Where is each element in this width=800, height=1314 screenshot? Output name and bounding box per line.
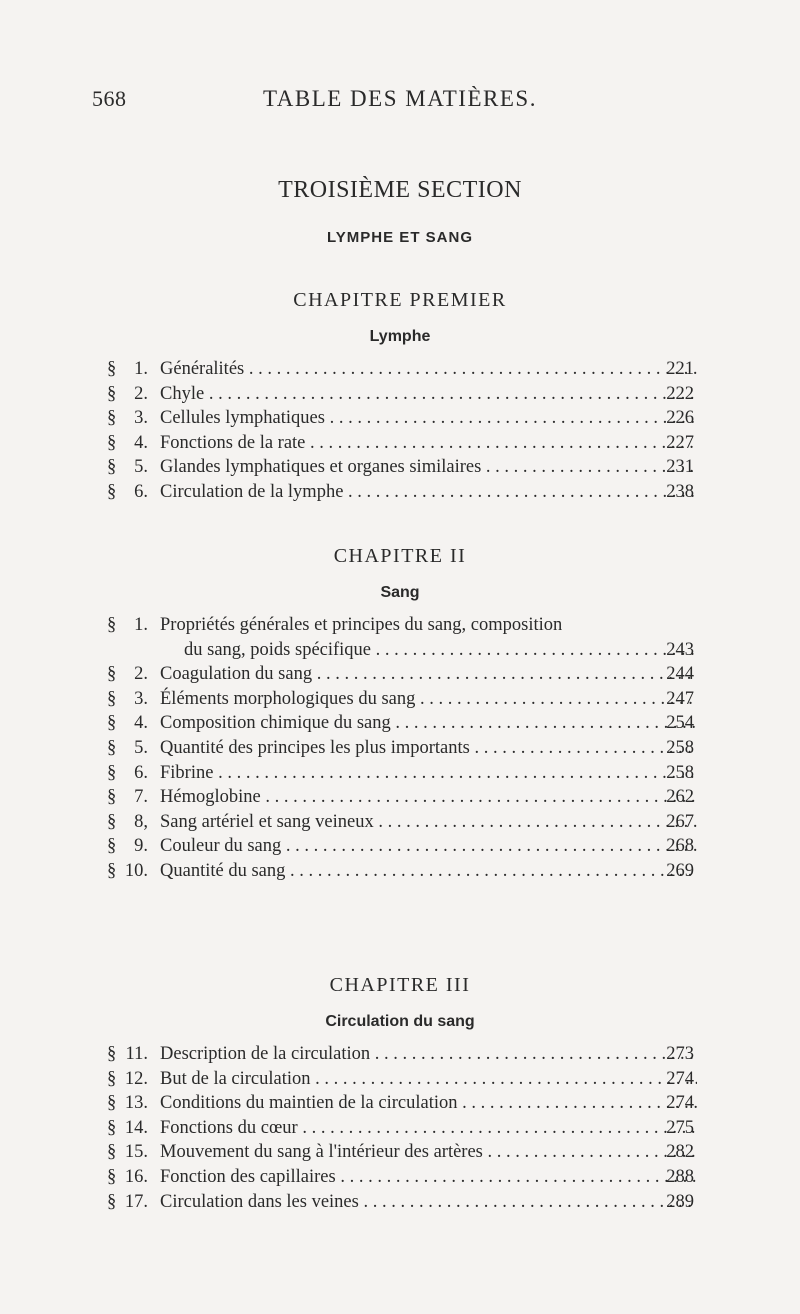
toc-entry-number: 13. bbox=[124, 1093, 148, 1114]
page-header bbox=[0, 86, 800, 116]
toc-entry-text: Circulation dans les veines bbox=[160, 1191, 359, 1212]
toc-entry-text: Coagulation du sang bbox=[160, 664, 313, 685]
section-symbol: § bbox=[107, 1166, 117, 1187]
toc-entry-title bbox=[160, 455, 697, 480]
section-symbol: § bbox=[107, 1044, 117, 1064]
toc-entry-title bbox=[160, 736, 697, 761]
toc-entry bbox=[0, 662, 800, 687]
toc-entry-text: Quantité du sang bbox=[160, 860, 286, 881]
toc-entry-text: Fonctions du cœur bbox=[160, 1117, 298, 1138]
toc-entry-page: 273 bbox=[666, 1044, 694, 1064]
section-title: TROISIÈME SECTION bbox=[278, 177, 522, 203]
toc-entry-number: 17. bbox=[124, 1191, 148, 1212]
toc-entry-title bbox=[160, 480, 697, 505]
toc-entry-title bbox=[160, 1067, 697, 1092]
toc-entries bbox=[0, 613, 800, 884]
toc-entry-page: 274 bbox=[666, 1068, 694, 1089]
toc-entry-page: 289 bbox=[666, 1191, 694, 1212]
section-symbol: § bbox=[107, 383, 117, 404]
toc-entry-title bbox=[184, 638, 697, 663]
toc-entry-page: 262 bbox=[666, 787, 694, 808]
toc-entry-number: 7. bbox=[134, 787, 148, 808]
toc-entry-page: 267 bbox=[666, 811, 694, 832]
toc-entry-title bbox=[160, 687, 697, 712]
toc-entry-number: 14. bbox=[124, 1117, 148, 1138]
toc-entry-page: 275 bbox=[666, 1117, 694, 1138]
toc-entry-page: 221 bbox=[666, 359, 694, 379]
toc-entry-page: 231 bbox=[666, 457, 694, 478]
toc-entry bbox=[0, 711, 800, 736]
toc-entry-page: 282 bbox=[666, 1142, 694, 1163]
toc-entry-number: 10. bbox=[124, 860, 148, 881]
section-symbol: § bbox=[107, 860, 117, 881]
toc-entry-page: 247 bbox=[666, 688, 694, 709]
toc-entry bbox=[0, 1165, 800, 1190]
toc-entry-text: Circulation de la lymphe bbox=[160, 481, 344, 502]
running-title: TABLE DES MATIÈRES. bbox=[263, 86, 537, 111]
section-symbol: § bbox=[107, 481, 117, 502]
toc-entry bbox=[0, 455, 800, 480]
toc-entry-number: 11. bbox=[125, 1044, 148, 1064]
section-symbol: § bbox=[107, 688, 117, 709]
toc-entry-text: Éléments morphologiques du sang bbox=[160, 688, 416, 709]
toc-entry-text: But de la circulation bbox=[160, 1068, 311, 1089]
toc-entry-number: 12. bbox=[124, 1068, 148, 1089]
toc-entry bbox=[0, 810, 800, 835]
chapter-subtitle: Circulation du sang bbox=[325, 1013, 475, 1030]
toc-entry-title bbox=[160, 406, 697, 431]
section-symbol: § bbox=[107, 1142, 117, 1163]
toc-entry-title bbox=[160, 1190, 697, 1215]
section-symbol: § bbox=[107, 787, 117, 808]
toc-entry-title bbox=[160, 662, 697, 687]
toc-entry bbox=[0, 1091, 800, 1116]
toc-entry-title bbox=[160, 810, 697, 835]
toc-entry-page: 226 bbox=[666, 408, 694, 429]
toc-entry-title bbox=[160, 1042, 697, 1067]
chapter-1 bbox=[0, 283, 800, 505]
toc-entry-text: Couleur du sang bbox=[160, 836, 282, 857]
toc-entry-page: 268 bbox=[666, 836, 694, 857]
chapter-2 bbox=[0, 539, 800, 884]
toc-entry-number: 1. bbox=[134, 615, 148, 635]
toc-entry-text: Conditions du maintien de la circulation bbox=[160, 1093, 458, 1114]
toc-entry bbox=[0, 638, 800, 663]
toc-entry-text: Propriétés générales et principes du sang, composition bbox=[160, 615, 563, 635]
toc-entry-text: Sang artériel et sang veineux bbox=[160, 811, 374, 832]
section-symbol: § bbox=[107, 457, 117, 478]
page-number: 568 bbox=[92, 86, 127, 111]
toc-entry-text: Fonctions de la rate bbox=[160, 432, 306, 453]
toc-entry-number: 15. bbox=[124, 1142, 148, 1163]
section-symbol: § bbox=[107, 664, 117, 685]
toc-entry-text: Mouvement du sang à l'intérieur des artères bbox=[160, 1142, 483, 1163]
toc-entry bbox=[0, 1116, 800, 1141]
toc-entry bbox=[0, 480, 800, 505]
toc-entry-page: 244 bbox=[666, 664, 694, 685]
toc-entry-title bbox=[160, 785, 697, 810]
toc-entry bbox=[0, 736, 800, 761]
toc-entry bbox=[0, 613, 800, 638]
toc-entry bbox=[0, 1067, 800, 1092]
toc-entry-page: 269 bbox=[666, 860, 694, 881]
toc-entry-text: Cellules lymphatiques bbox=[160, 408, 325, 429]
section-symbol: § bbox=[107, 408, 117, 429]
section-symbol: § bbox=[107, 359, 117, 379]
toc-entry-page: 258 bbox=[666, 762, 694, 783]
section-symbol: § bbox=[107, 811, 117, 832]
toc-entry bbox=[0, 859, 800, 884]
toc-entry bbox=[0, 382, 800, 407]
toc-entry-text: Quantité des principes les plus importants bbox=[160, 737, 470, 758]
toc-entry-number: 5. bbox=[134, 457, 148, 478]
toc-entry-number: 8, bbox=[134, 811, 148, 832]
toc-entry bbox=[0, 687, 800, 712]
toc-entry bbox=[0, 761, 800, 786]
section-symbol: § bbox=[107, 713, 117, 734]
section-symbol: § bbox=[107, 1117, 117, 1138]
section-symbol: § bbox=[107, 737, 117, 758]
toc-entry-page: 238 bbox=[666, 481, 694, 502]
section-subtitle: LYMPHE ET SANG bbox=[327, 229, 473, 246]
toc-entry-text: Hémoglobine bbox=[160, 787, 261, 808]
toc-entry-title bbox=[160, 834, 697, 859]
toc-entry bbox=[0, 1042, 800, 1067]
toc-entries bbox=[0, 357, 800, 505]
toc-entry-number: 3. bbox=[134, 408, 148, 429]
toc-entry-title bbox=[160, 1165, 697, 1190]
toc-entry-number: 2. bbox=[134, 383, 148, 404]
section-symbol: § bbox=[107, 762, 117, 783]
toc-entry-page: 227 bbox=[666, 432, 694, 453]
toc-entry-page: 288 bbox=[666, 1166, 694, 1187]
section-symbol: § bbox=[107, 1191, 117, 1212]
toc-entry-title bbox=[160, 431, 697, 456]
section-symbol: § bbox=[107, 615, 117, 635]
toc-entry-number: 6. bbox=[134, 762, 148, 783]
toc-entry-title bbox=[160, 357, 697, 382]
toc-entry bbox=[0, 834, 800, 859]
toc-entry-page: 258 bbox=[666, 737, 694, 758]
toc-entry-title bbox=[160, 761, 697, 786]
section-symbol: § bbox=[107, 1093, 117, 1114]
toc-entry-title bbox=[160, 1091, 697, 1116]
toc-entries bbox=[0, 1042, 800, 1214]
toc-entry-number: 16. bbox=[124, 1166, 148, 1187]
toc-entry-page: 243 bbox=[666, 639, 694, 660]
toc-entry-number: 3. bbox=[134, 688, 148, 709]
section-symbol: § bbox=[107, 836, 117, 857]
toc-entry-number: 1. bbox=[134, 359, 148, 379]
chapter-title: CHAPITRE II bbox=[333, 545, 467, 567]
toc-entry-page: 254 bbox=[666, 713, 694, 734]
toc-entry bbox=[0, 357, 800, 382]
toc-entry-text: Composition chimique du sang bbox=[160, 713, 391, 734]
toc-entry-number: 5. bbox=[134, 737, 148, 758]
toc-entry-number: 6. bbox=[134, 481, 148, 502]
toc-entry-number: 4. bbox=[134, 432, 148, 453]
toc-entry-text: Chyle bbox=[160, 383, 205, 404]
toc-entry-text: Généralités bbox=[160, 359, 245, 379]
chapter-3 bbox=[0, 968, 800, 1214]
toc-entry-number: 4. bbox=[134, 713, 148, 734]
section-symbol: § bbox=[107, 1068, 117, 1089]
toc-entry-title bbox=[160, 859, 697, 884]
toc-entry-title bbox=[160, 382, 697, 407]
toc-entry bbox=[0, 431, 800, 456]
toc-entry-text: Fonction des capillaires bbox=[160, 1166, 336, 1187]
toc-entry-number: 9. bbox=[134, 836, 148, 857]
chapter-subtitle: Lymphe bbox=[369, 328, 431, 345]
toc-entry-title bbox=[160, 1140, 697, 1165]
toc-entry-title bbox=[160, 1116, 697, 1141]
chapter-title: CHAPITRE III bbox=[329, 974, 471, 996]
toc-entry-text: Description de la circulation bbox=[160, 1044, 371, 1064]
section-symbol: § bbox=[107, 432, 117, 453]
toc-entry-page: 222 bbox=[666, 383, 694, 404]
chapter-title: CHAPITRE PREMIER bbox=[293, 289, 507, 311]
toc-entry bbox=[0, 406, 800, 431]
toc-entry bbox=[0, 785, 800, 810]
toc-entry-text: du sang, poids spécifique bbox=[184, 639, 372, 660]
toc-entry bbox=[0, 1190, 800, 1215]
toc-entry-page: 274 bbox=[666, 1093, 694, 1114]
toc-entry-title bbox=[160, 711, 697, 736]
toc-entry bbox=[0, 1140, 800, 1165]
toc-entry-text: Glandes lymphatiques et organes similaires bbox=[160, 457, 482, 478]
toc-entry-number: 2. bbox=[134, 664, 148, 685]
toc-entry-text: Fibrine bbox=[160, 762, 214, 783]
chapter-subtitle: Sang bbox=[380, 584, 420, 601]
toc-entry-title bbox=[160, 613, 697, 638]
